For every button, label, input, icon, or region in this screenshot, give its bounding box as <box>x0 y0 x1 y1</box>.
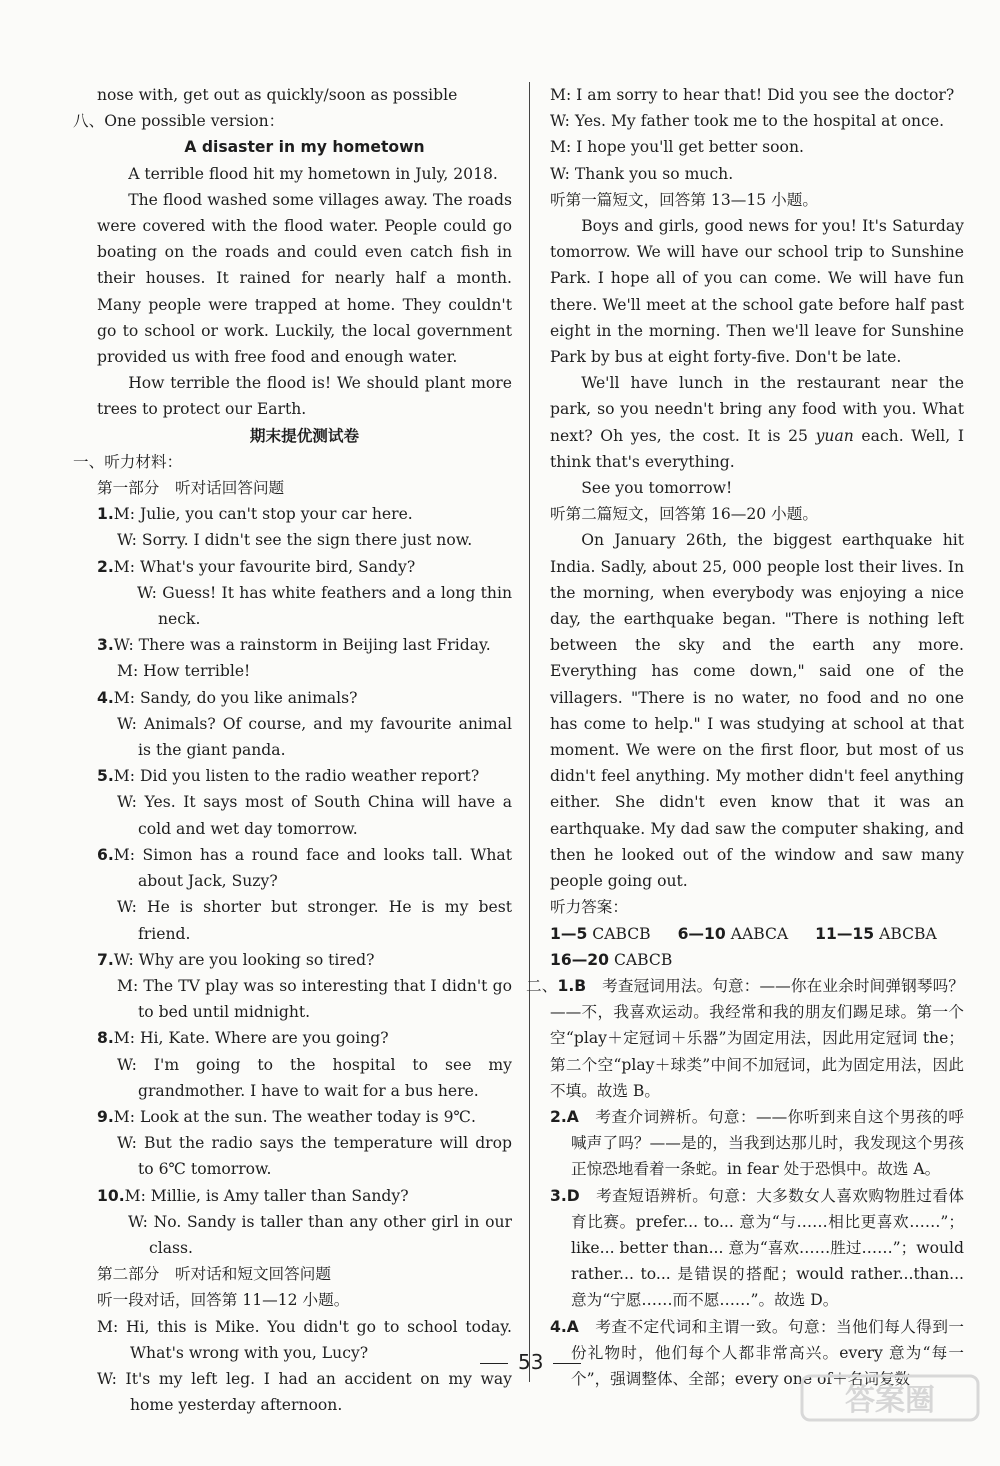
conversation-line: W: Yes. My father took me to the hospital at once. <box>550 112 945 131</box>
column-divider <box>529 82 530 1382</box>
dialogue-number: 10. <box>97 1186 125 1205</box>
dialogue-item <box>97 632 512 684</box>
page-number: 53 <box>470 1350 591 1374</box>
dialogue-number: 9. <box>97 1107 114 1126</box>
dialogue-line: W: Sorry. I didn't see the sign there just now. <box>117 531 473 550</box>
essay-title: A disaster in my hometown <box>184 138 425 157</box>
line-continued: nose with, get out as quickly/soon as possible <box>97 86 458 104</box>
conversation-line: W: Thank you so much. <box>550 164 734 183</box>
dialogue-number: 5. <box>97 767 114 786</box>
answers-line <box>550 947 964 973</box>
conversation-line: W: It's my left leg. I had an accident on my way home yesterday afternoon. <box>97 1369 512 1415</box>
dialogue-item <box>97 1104 512 1183</box>
dialogue-item <box>97 763 512 842</box>
essay-paragraph: The flood washed some villages away. The roads were covered with the flood water. People could go boating on the roads and could even catch fish in their houses. It rained for nearly half a month. Many people were trapped at home. They couldn't go to school or work. Luckily, the local government provided us with free food and enough water. <box>97 190 512 367</box>
dialogue-line: W: Guess! It has white feathers and a long thin neck. <box>137 583 512 629</box>
explanation-text: 考查冠词用法。句意：——你在业余时间弹钢琴吗？——不，我喜欢运动。我经常和我的朋友们踢足球。第一个空“play＋定冠词＋乐器”为固定用法，因此用定冠词 the；第二个空“play＋球类”中间不加冠词，此为固定用法，因此不填。故选 B。 <box>550 976 964 1100</box>
essay-paragraph: A terrible flood hit my hometown in July, 2018. <box>128 164 498 183</box>
conversation-line: M: I am sorry to hear that! Did you see the doctor? <box>550 86 955 104</box>
answers-line <box>550 921 964 947</box>
dialogue-line: W: Yes. It says most of South China will have a cold and wet day tomorrow. <box>117 793 512 838</box>
passage-paragraph: Boys and girls, good news for you! It's Saturday tomorrow. We will have our school trip to Sunshine Park. I hope all of you can come. We will have fun there. We'll meet at the school gate before half past eight in the morning. Then we'll leave for Sunshine Park by bus at eight forty-five. Don't be late. <box>550 217 964 367</box>
passage-paragraph <box>550 370 964 475</box>
dialogue-line: M: The TV play was so interesting that I didn't go to bed until midnight. <box>117 976 512 1022</box>
exam-title: 期末提优测试卷 <box>249 426 360 445</box>
dialogue-item <box>97 685 512 764</box>
dialogue-item <box>97 842 512 947</box>
question-answer: 4.A <box>550 1317 579 1336</box>
dialogue-line: M: Millie, is Amy taller than Sandy? <box>124 1186 409 1205</box>
conversation-line: M: Hi, this is Mike. You didn't go to school today. What's wrong with you, Lucy? <box>97 1317 512 1362</box>
section-eight-heading: 八、One possible version： <box>73 112 285 131</box>
dialogue-line: W: But the radio says the temperature will drop to 6℃ tomorrow. <box>117 1134 512 1179</box>
part-one-heading: 第一部分 听对话回答问题 <box>97 479 285 498</box>
dialogue-line: M: What's your favourite bird, Sandy? <box>113 557 416 576</box>
section-two-heading: 二、 <box>526 976 558 995</box>
dialogue-line: W: He is shorter but stronger. He is my best friend. <box>117 898 512 943</box>
dialogue-number: 4. <box>97 688 114 707</box>
question-answer: 2.A <box>550 1107 579 1126</box>
dialogue-line: M: Sandy, do you like animals? <box>113 688 358 707</box>
answer-value: CABCB <box>613 950 673 969</box>
passage-paragraph: On January 26th, the biggest earthquake hit India. Sadly, about 25, 000 people lost their lives. In the morning, when everybody was enjoying a nice day, the earthquake began. "There is nothing left between the sky and the earth any more. Everything has come down," said one of the villagers. "There is no water, no food and no one has come to help." I was studying at school at that moment. We were on the first floor, but most of us didn't feel anything. My mother didn't feel anything either. She didn't even know that it was an earthquake. My dad saw the computer shaking, and then he looked out of the window and saw many people going out. <box>550 531 964 891</box>
dialogue-line: W: There was a rainstorm in Beijing last Friday. <box>113 636 491 655</box>
explanation-item <box>526 973 964 1104</box>
left-column <box>73 82 512 1418</box>
passage-text-italic: yuan <box>815 426 854 445</box>
dialogue-line: M: Simon has a round face and looks tall. What about Jack, Suzy? <box>113 845 512 891</box>
passage-text: We'll have lunch in the restaurant near the park, so you needn't bring any food with you. What next? Oh yes, the cost. It is 25 <box>550 374 964 445</box>
question-answer: 3.D <box>550 1186 580 1205</box>
answer-range: 16—20 <box>550 950 609 969</box>
dialogue-number: 1. <box>97 505 114 524</box>
dialogue-item <box>97 501 512 553</box>
explanation-item <box>550 1183 964 1314</box>
conversation-intro: 听一段对话，回答第 11—12 小题。 <box>97 1291 350 1310</box>
explanation-text: 考查不定代词和主谓一致。句意：当他们每人得到一份礼物时，他们每个人都非常高兴。every 意为“每一个”，强调整体、全部；every one of＋名词复数 <box>571 1317 964 1388</box>
passage-paragraph: See you tomorrow! <box>581 479 733 498</box>
answer-value: AABCA <box>730 924 789 943</box>
dialogue-line: W: No. Sandy is taller than any other girl in our class. <box>128 1212 512 1257</box>
dialogue-number: 3. <box>97 636 114 655</box>
dialogue-line: W: Why are you looking so tired? <box>113 950 375 969</box>
dialogue-number: 7. <box>97 950 114 969</box>
conversation-line: M: I hope you'll get better soon. <box>550 138 804 157</box>
dialogue-item <box>97 947 512 1026</box>
explanation-text: 考查介词辨析。句意：——你听到来自这个男孩的呼喊声了吗？——是的，当我到达那儿时，我发现这个男孩正惊恐地看着一条蛇。in fear 处于恐惧中。故选 A。 <box>571 1107 964 1179</box>
watermark-logo-icon <box>800 1372 980 1452</box>
dialogue-number: 6. <box>97 845 114 864</box>
dialogue-line: W: I'm going to the hospital to see my grandmother. I have to wait for a bus here. <box>117 1055 512 1100</box>
passage-text: each. Well, I think that's everything. <box>550 426 964 471</box>
passage-one-intro: 听第一篇短文，回答第 13—15 小题。 <box>550 190 818 209</box>
explanation-item <box>550 1104 964 1183</box>
dialogue-line: W: Animals? Of course, and my favourite animal is the giant panda. <box>117 714 512 760</box>
dialogue-line: M: Look at the sun. The weather today is 9℃. <box>113 1107 476 1126</box>
dialogue-line: M: Did you listen to the radio weather report? <box>113 767 480 786</box>
passage-two-intro: 听第二篇短文，回答第 16—20 小题。 <box>550 505 818 524</box>
answer-range: 6—10 <box>677 924 726 943</box>
dialogue-line: M: Julie, you can't stop your car here. <box>113 505 413 524</box>
dialogue-line: M: Hi, Kate. Where are you going? <box>113 1029 389 1048</box>
watermark-logo-text: 答案圈 <box>845 1383 935 1418</box>
answer-range: 11—15 <box>815 924 875 943</box>
dialogue-item <box>97 1025 512 1104</box>
question-answer: 1.B <box>557 976 587 995</box>
dialogue-item <box>97 554 512 633</box>
section-one-heading: 一、听力材料： <box>73 452 183 471</box>
answer-value: CABCB <box>592 924 651 943</box>
answers-title: 听力答案： <box>550 898 628 917</box>
essay-paragraph: How terrible the flood is! We should plant more trees to protect our Earth. <box>97 374 512 419</box>
explanation-text: 考查短语辨析。句意：大多数女人喜欢购物胜过看体育比赛。prefer... to... 意为“与……相比更喜欢……”；like... better than... 意为“喜欢……胜过……”；would rather... to... 是错误的搭配；would rather...than...意为“宁愿……而不愿……”。故选 D。 <box>571 1186 964 1310</box>
dialogue-number: 8. <box>97 1029 114 1048</box>
dialogue-line: M: How terrible! <box>117 662 251 681</box>
part-two-heading: 第二部分 听对话和短文回答问题 <box>97 1265 331 1284</box>
answer-range: 1—5 <box>550 924 588 943</box>
dialogue-item <box>97 1183 512 1262</box>
dialogue-number: 2. <box>97 557 114 576</box>
answer-value: ABCBA <box>879 924 937 943</box>
